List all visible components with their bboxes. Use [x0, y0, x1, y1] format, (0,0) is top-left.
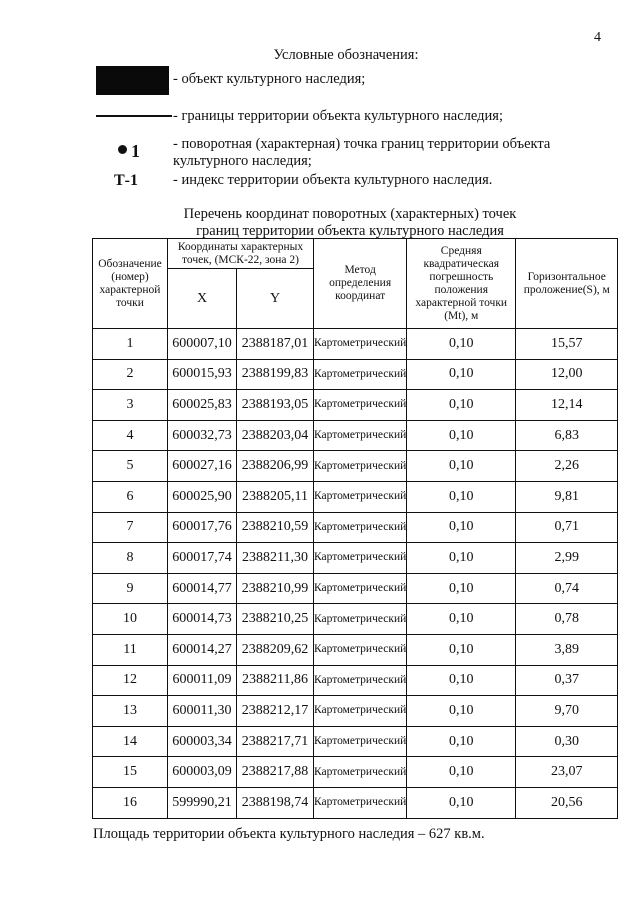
cell-error-value: 0,10: [407, 451, 516, 482]
table-title-line1: Перечень координат поворотных (характерных) точек: [183, 206, 517, 222]
legend-item-boundary: - границы территории объекта культурного наследия;: [173, 108, 503, 124]
table-row: [93, 726, 618, 757]
cell-coord-x: 600025,90: [168, 481, 237, 512]
cell-coord-x: 600003,09: [168, 757, 237, 788]
cell-coord-x: 600003,34: [168, 726, 237, 757]
cell-coord-x: 600014,27: [168, 634, 237, 665]
point-marker-icon: [118, 145, 127, 154]
cell-error-value: 0,10: [407, 359, 516, 390]
cell-error-value: 0,10: [407, 604, 516, 635]
page-number: 4: [594, 30, 601, 45]
table-row: [93, 573, 618, 604]
cell-error-value: 0,10: [407, 634, 516, 665]
cell-distance-value: 12,14: [516, 390, 618, 421]
cell-error-value: 0,10: [407, 481, 516, 512]
cell-distance-value: 0,74: [516, 573, 618, 604]
cell-distance-value: 23,07: [516, 757, 618, 788]
table-row: [93, 757, 618, 788]
coordinates-table: [92, 238, 618, 819]
cell-coord-x: 600011,09: [168, 665, 237, 696]
cell-method: Картометрический: [314, 543, 407, 574]
table-row: [93, 634, 618, 665]
cell-coord-y: 2388206,99: [237, 451, 314, 482]
cell-coord-y: 2388212,17: [237, 696, 314, 727]
cell-point-number: 13: [93, 696, 168, 727]
cell-coord-y: 2388210,59: [237, 512, 314, 543]
cell-error-value: 0,10: [407, 420, 516, 451]
territory-index-label: Т-1: [114, 172, 138, 189]
cell-method: Картометрический: [314, 573, 407, 604]
table-row: [93, 604, 618, 635]
cell-coord-y: 2388217,88: [237, 757, 314, 788]
table-row: [93, 420, 618, 451]
table-row: [93, 665, 618, 696]
cell-method: Картометрический: [314, 665, 407, 696]
cell-method: Картометрический: [314, 390, 407, 421]
header-distance: Горизонтальное проложение(S), м: [516, 239, 618, 329]
header-point-number: Обозначение (номер) характерной точки: [93, 239, 168, 329]
cell-distance-value: 9,81: [516, 481, 618, 512]
table-row: [93, 787, 618, 818]
cell-point-number: 10: [93, 604, 168, 635]
header-y: Y: [237, 269, 314, 329]
cell-error-value: 0,10: [407, 543, 516, 574]
cell-coord-x: 600014,73: [168, 604, 237, 635]
cell-coord-x: 600014,77: [168, 573, 237, 604]
legend-item-object: - объект культурного наследия;: [173, 71, 366, 87]
cell-method: Картометрический: [314, 451, 407, 482]
cell-error-value: 0,10: [407, 512, 516, 543]
cell-coord-x: 600015,93: [168, 359, 237, 390]
table-row: [93, 329, 618, 360]
cell-coord-x: 600011,30: [168, 696, 237, 727]
cell-method: Картометрический: [314, 604, 407, 635]
cell-point-number: 9: [93, 573, 168, 604]
cell-coord-y: 2388210,99: [237, 573, 314, 604]
cell-point-number: 8: [93, 543, 168, 574]
cell-point-number: 15: [93, 757, 168, 788]
point-marker-label: 1: [131, 141, 140, 161]
cell-error-value: 0,10: [407, 573, 516, 604]
cell-distance-value: 2,99: [516, 543, 618, 574]
boundary-line-swatch: [96, 115, 172, 117]
cell-coord-y: 2388193,05: [237, 390, 314, 421]
legend-item-index: - индекс территории объекта культурного наследия.: [173, 172, 493, 188]
cell-method: Картометрический: [314, 634, 407, 665]
cell-point-number: 5: [93, 451, 168, 482]
cell-method: Картометрический: [314, 420, 407, 451]
cell-coord-y: 2388211,30: [237, 543, 314, 574]
cell-error-value: 0,10: [407, 787, 516, 818]
cell-method: Картометрический: [314, 726, 407, 757]
cell-point-number: 14: [93, 726, 168, 757]
cell-point-number: 4: [93, 420, 168, 451]
cell-method: Картометрический: [314, 481, 407, 512]
table-row: [93, 390, 618, 421]
cell-coord-y: 2388203,04: [237, 420, 314, 451]
cell-coord-y: 2388199,83: [237, 359, 314, 390]
cell-error-value: 0,10: [407, 329, 516, 360]
cell-coord-y: 2388217,71: [237, 726, 314, 757]
table-row: [93, 451, 618, 482]
header-method: Метод определения координат: [314, 239, 407, 329]
cell-distance-value: 2,26: [516, 451, 618, 482]
cell-method: Картометрический: [314, 359, 407, 390]
cell-point-number: 6: [93, 481, 168, 512]
header-error: Средняя квадратическая погрешность положения характерной точки (Mt), м: [407, 239, 516, 329]
cell-point-number: 3: [93, 390, 168, 421]
cell-coord-x: 600025,83: [168, 390, 237, 421]
table-row: [93, 359, 618, 390]
cell-coord-x: 599990,21: [168, 787, 237, 818]
legend-title: Условные обозначения:: [273, 47, 419, 63]
cell-coord-y: 2388198,74: [237, 787, 314, 818]
cell-distance-value: 0,30: [516, 726, 618, 757]
cell-coord-x: 600007,10: [168, 329, 237, 360]
table-row: [93, 481, 618, 512]
cell-error-value: 0,10: [407, 390, 516, 421]
cell-distance-value: 0,78: [516, 604, 618, 635]
cell-point-number: 7: [93, 512, 168, 543]
header-coordinates: Координаты характерных точек, (МСК-22, зона 2): [168, 239, 314, 269]
cell-coord-y: 2388205,11: [237, 481, 314, 512]
cell-point-number: 11: [93, 634, 168, 665]
cell-point-number: 16: [93, 787, 168, 818]
cell-distance-value: 20,56: [516, 787, 618, 818]
cell-coord-x: 600032,73: [168, 420, 237, 451]
cell-error-value: 0,10: [407, 726, 516, 757]
heritage-object-swatch: [96, 66, 169, 95]
cell-coord-y: 2388187,01: [237, 329, 314, 360]
cell-distance-value: 15,57: [516, 329, 618, 360]
cell-method: Картометрический: [314, 757, 407, 788]
cell-coord-y: 2388209,62: [237, 634, 314, 665]
table-title-line2: границ территории объекта культурного наследия: [196, 223, 504, 239]
cell-distance-value: 0,71: [516, 512, 618, 543]
legend-item-point: - поворотная (характерная) точка границ территории объекта: [173, 136, 551, 152]
cell-distance-value: 3,89: [516, 634, 618, 665]
cell-distance-value: 6,83: [516, 420, 618, 451]
area-footer: Площадь территории объекта культурного наследия – 627 кв.м.: [93, 826, 485, 842]
cell-coord-x: 600017,76: [168, 512, 237, 543]
table-row: [93, 543, 618, 574]
cell-coord-y: 2388210,25: [237, 604, 314, 635]
cell-point-number: 2: [93, 359, 168, 390]
cell-error-value: 0,10: [407, 696, 516, 727]
cell-coord-x: 600017,74: [168, 543, 237, 574]
cell-method: Картометрический: [314, 787, 407, 818]
cell-method: Картометрический: [314, 696, 407, 727]
legend-item-point-cont: культурного наследия;: [173, 153, 312, 169]
header-x: X: [168, 269, 237, 329]
table-row: [93, 512, 618, 543]
cell-point-number: 12: [93, 665, 168, 696]
cell-error-value: 0,10: [407, 665, 516, 696]
cell-distance-value: 9,70: [516, 696, 618, 727]
table-row: [93, 696, 618, 727]
cell-coord-y: 2388211,86: [237, 665, 314, 696]
cell-error-value: 0,10: [407, 757, 516, 788]
cell-point-number: 1: [93, 329, 168, 360]
cell-coord-x: 600027,16: [168, 451, 237, 482]
cell-method: Картометрический: [314, 329, 407, 360]
cell-method: Картометрический: [314, 512, 407, 543]
cell-distance-value: 12,00: [516, 359, 618, 390]
cell-distance-value: 0,37: [516, 665, 618, 696]
